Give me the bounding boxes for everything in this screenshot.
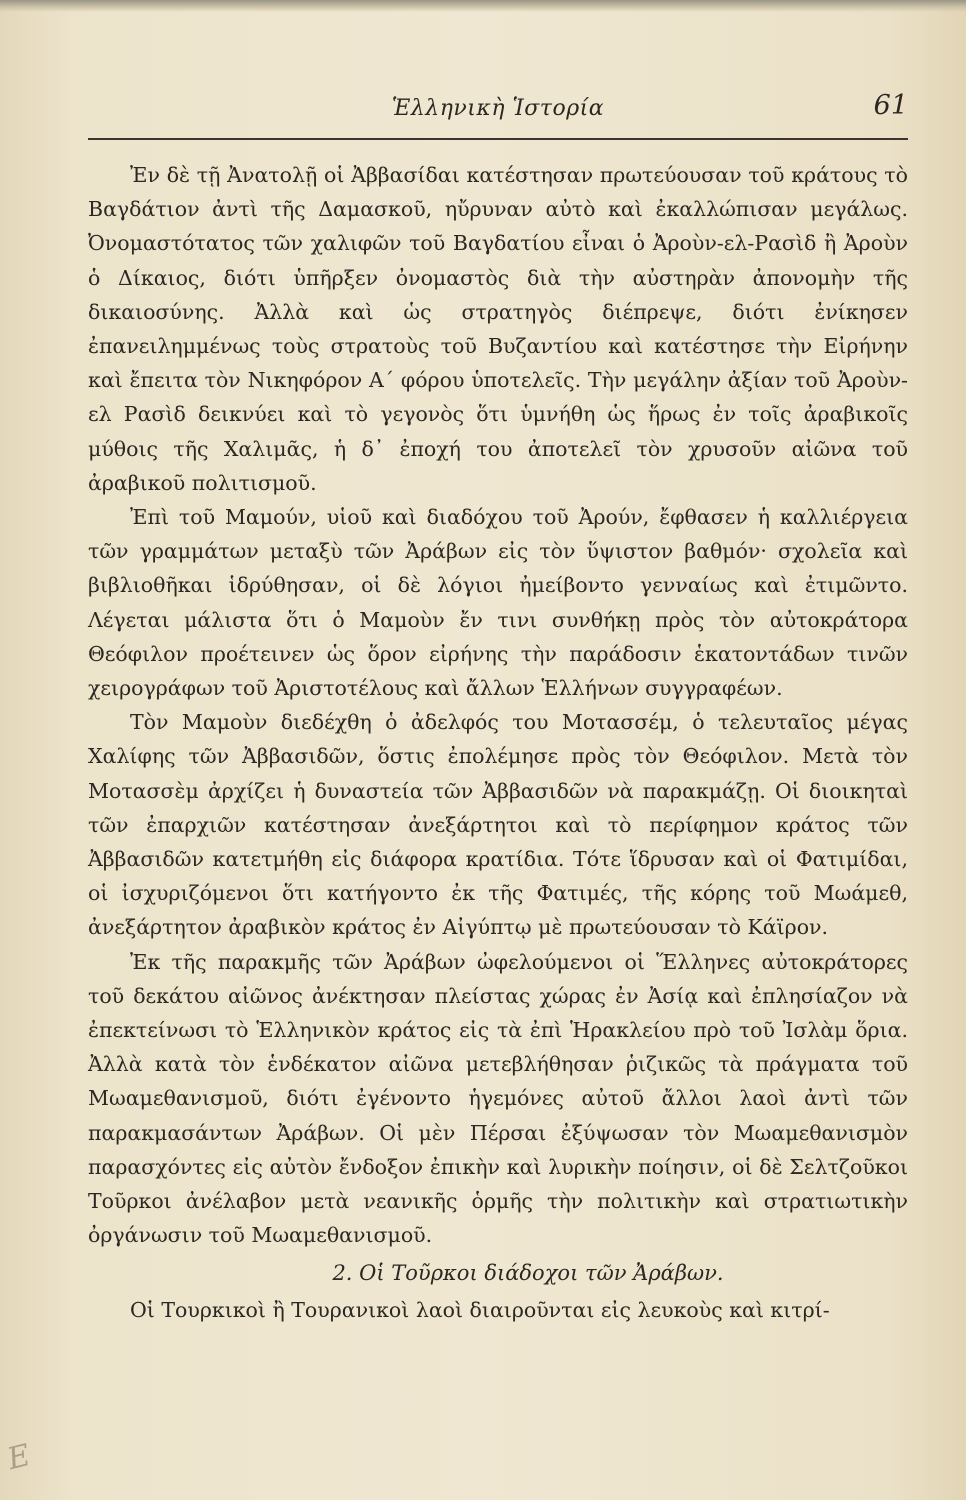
paragraph-motassem: Τὸν Μαμοὺν διεδέχθη ὁ ἀδελφός του Μοτασσέμ, ὁ τελευταῖος μέγας Χαλίφης τῶν Ἀββασιδῶν, ὅστις ἐπολέμησε πρὸς τὸν Θεόφιλον. Μετὰ τὸν Μοτασσὲμ ἀρχίζει ἡ δυναστεία τῶν Ἀββασιδῶν νὰ παρακμάζῃ. Οἱ διοικηταὶ τῶν ἐπαρχιῶν κατέστησαν ἀνεξάρτητοι καὶ τὸ περίφημον κράτος τῶν Ἀββασιδῶν κατετμήθη εἰς διάφορα κρατίδια. Τότε ἵδρυσαν καὶ οἱ Φατιμίδαι, οἱ ἰσχυριζόμενοι ὅτι κατήγοντο ἐκ τῆς Φατιμές, τῆς κόρης τοῦ Μωάμεθ, ἀνεξάρτητον ἀραβικὸν κράτος ἐν Αἰγύπτῳ μὲ πρωτεύουσαν τὸ Κάϊρον. (88, 710, 908, 940)
page-body (88, 158, 908, 1327)
margin-pencil-mark: E (4, 1437, 34, 1478)
paragraph-mamun: Ἐπὶ τοῦ Μαμούν, υἱοῦ καὶ διαδόχου τοῦ Ἀρούν, ἔφθασεν ἡ καλλιέργεια τῶν γραμμάτων μεταξὺ τῶν Ἀράβων εἰς τὸν ὕψιστον βαθμόν· σχολεῖα καὶ βιβλιοθῆκαι ἱδρύθησαν, οἱ δὲ λόγιοι ἠμείβοντο γενναίως καὶ ἐτιμῶντο. Λέγεται μάλιστα ὅτι ὁ Μαμοὺν ἔν τινι συνθήκῃ πρὸς τὸν αὐτοκράτορα Θεόφιλον προέτεινεν ὡς ὅρον εἰρήνης τὴν παράδοσιν ἑκατοντάδων τινῶν χειρογράφων τοῦ Ἀριστοτέλους καὶ ἄλλων Ἑλλήνων συγγραφέων. (88, 505, 908, 701)
running-title: Ἑλληνικὴ Ἱστορία (391, 96, 605, 121)
section-heading: 2. Οἱ Τοῦρκοι διάδοχοι τῶν Ἀράβων. (332, 1260, 724, 1285)
page-top-edge (0, 0, 966, 12)
paragraph-decline-of-arabs: Ἐκ τῆς παρακμῆς τῶν Ἀράβων ὠφελούμενοι οἱ Ἕλληνες αὐτοκράτορες τοῦ δεκάτου αἰῶνος ἀνέκτησαν πλείστας χώρας ἐν Ἀσίᾳ καὶ ἐπλησίαζον νὰ ἐπεκτείνωσι τὸ Ἑλληνικὸν κράτος εἰς τὰ ἐπὶ Ἡρακλείου πρὸ τοῦ Ἰσλὰμ ὅρια. Ἀλλὰ κατὰ τὸν ἑνδέκατον αἰῶνα μετεβλήθησαν ῥιζικῶς τὰ πράγματα τοῦ Μωαμεθανισμοῦ, διότι ἐγένοντο ἡγεμόνες αὐτοῦ ἄλλοι λαοὶ ἀντὶ τῶν παρακμασάντων Ἀράβων. Οἱ μὲν Πέρσαι ἐξύψωσαν τὸν Μωαμεθανισμὸν παρασχόντες εἰς αὐτὸν ἔνδοξον ἐπικὴν καὶ λυρικὴν ποίησιν, οἱ δὲ Σελτζοῦκοι Τοῦρκοι ἀνέλαβον μετὰ νεανικῆς ὁρμῆς τὴν πολιτικὴν καὶ στρατιωτικὴν ὀργάνωσιν τοῦ Μωαμεθανισμοῦ. (88, 949, 908, 1248)
page-header (88, 90, 908, 134)
header-rule (88, 138, 908, 140)
paragraph-turkic-peoples: Οἱ Τουρκικοὶ ἢ Τουρανικοὶ λαοὶ διαιροῦνται εἰς λευκοὺς καὶ κιτρί- (130, 1297, 830, 1322)
paragraph-abbasids-baghdad: Ἐν δὲ τῇ Ἀνατολῇ οἱ Ἀββασίδαι κατέστησαν πρωτεύουσαν τοῦ κράτους τὸ Βαγδάτιον ἀντὶ τῆς Δαμασκοῦ, ηὔρυναν αὐτὸ καὶ ἐκαλλώπισαν μεγάλως. Ὀνομαστότατος τῶν χαλιφῶν τοῦ Βαγδατίου εἶναι ὁ Ἀροὺν-ελ-Ρασὶδ ἢ Ἀροὺν ὁ Δίκαιος, διότι ὑπῆρξεν ὀνομαστὸς διὰ τὴν αὐστηρὰν ἀπονομὴν τῆς δικαιοσύνης. Ἀλλὰ καὶ ὡς στρατηγὸς διέπρεψε, διότι ἐνίκησεν ἐπανειλημμένως τοὺς στρατοὺς τοῦ Βυζαντίου καὶ κατέστησε τὴν Εἰρήνην καὶ ἔπειτα τὸν Νικηφόρον Α΄ φόρου ὑποτελεῖς. Τὴν μεγάλην ἀξίαν τοῦ Ἀροὺν-ελ Ρασὶδ δεικνύει καὶ τὸ γεγονὸς ὅτι ὑμνήθη ὡς ἥρως ἐν τοῖς ἀραβικοῖς μύθοις τῆς Χαλιμᾶς, ἡ δ᾽ ἐποχή του ἀποτελεῖ τὸν χρυσοῦν αἰῶνα τοῦ ἀραβικοῦ πολιτισμοῦ. (88, 163, 908, 495)
page-number: 61 (873, 90, 908, 121)
